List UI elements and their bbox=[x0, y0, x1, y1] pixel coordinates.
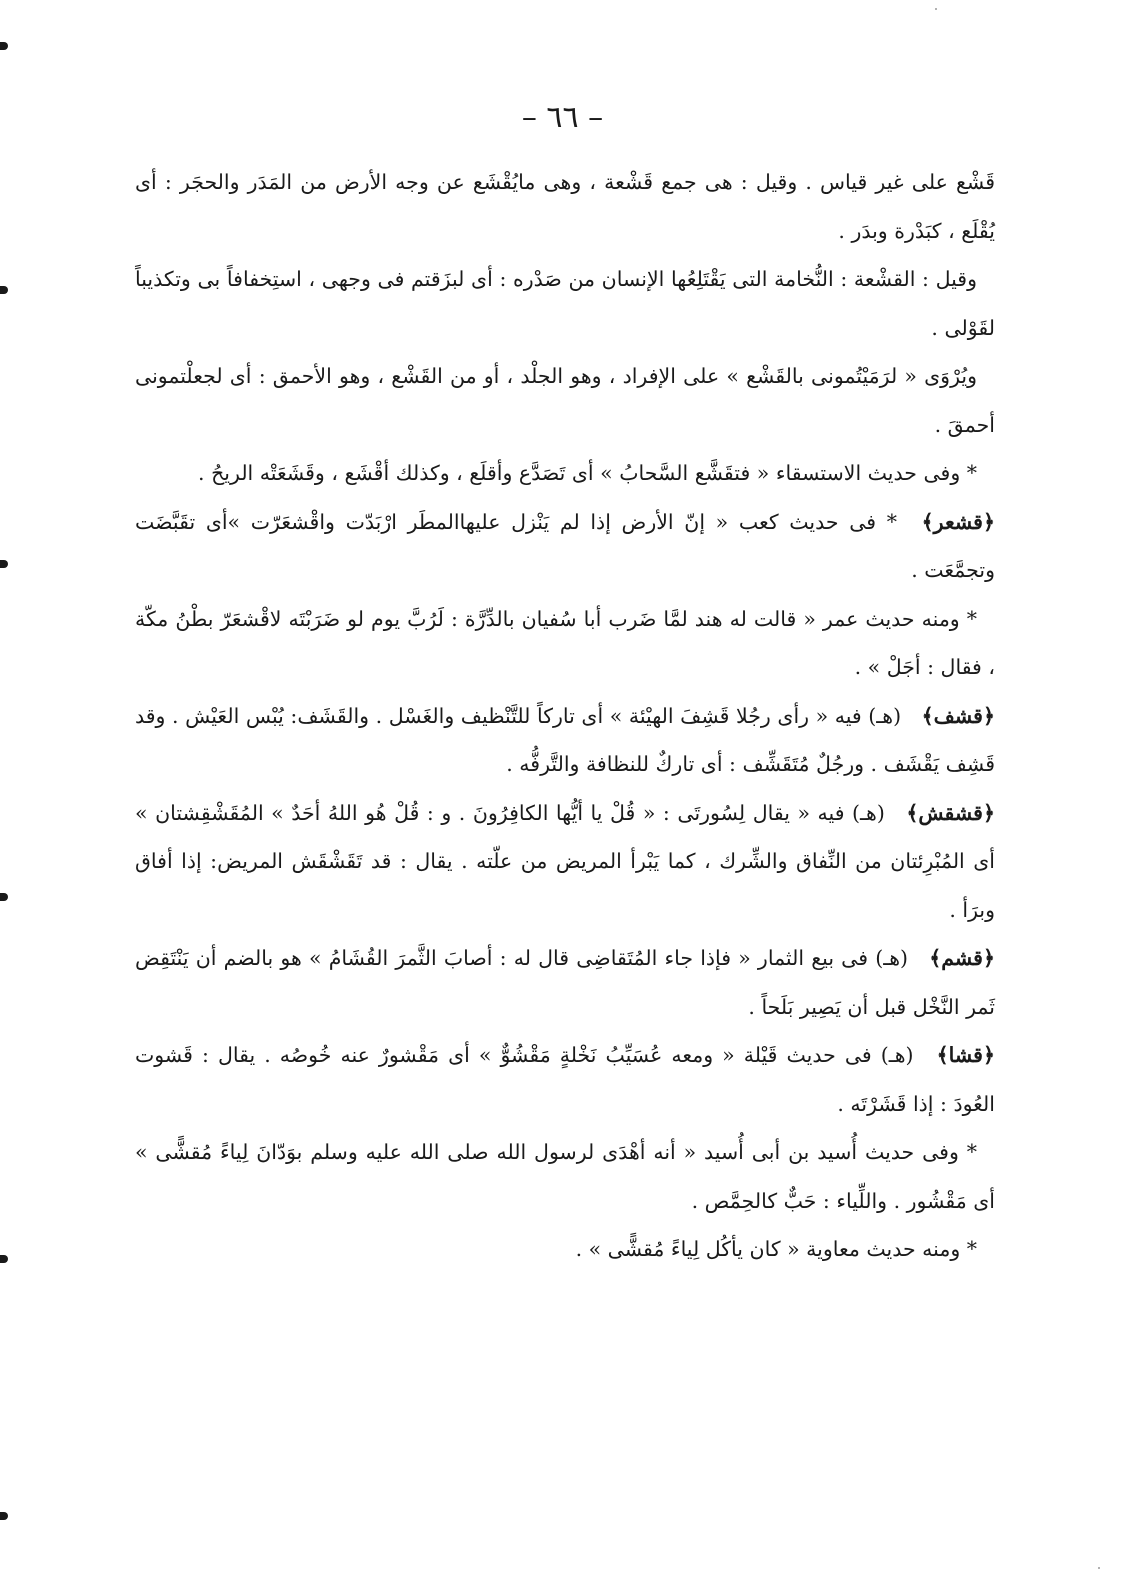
binding-mark bbox=[0, 1255, 8, 1263]
scan-speck bbox=[935, 8, 937, 10]
paragraph bbox=[135, 1225, 995, 1274]
binding-mark bbox=[0, 1512, 8, 1520]
paragraph bbox=[135, 352, 995, 449]
entry-text: (هـ) فى حديث قَيْلة « ومعه عُسَيِّبُ نَخْلةٍ مَقْشُوٌّ » أى مَقْشورٌ عنه خُوصُه . يقال : قَشوت العُودَ : إذا قَشَرْتَه . bbox=[135, 1043, 995, 1116]
paragraph bbox=[135, 255, 995, 352]
page-number: – ٦٦ – bbox=[521, 100, 604, 135]
entry bbox=[135, 789, 995, 935]
binding-mark bbox=[0, 286, 8, 294]
binding-mark bbox=[0, 560, 8, 568]
paragraph bbox=[135, 1128, 995, 1225]
entry-headword: ﴿ قشقش ﴾ bbox=[906, 801, 995, 825]
entry-text: (هـ) فى بيع الثمار « فإذا جاء المُتَقاضِى قال له : أصابَ الثَّمرَ القُشَامُ » هو بالضم أن يَنْتَقِض ثَمر النَّخْل قبل أن يَصِير بَلَحاً . bbox=[135, 946, 995, 1019]
scan-speck bbox=[1098, 1567, 1100, 1569]
paragraph-text: قَشْع على غير قياس . وقيل : هى جمع قَشْعة ، وهى مايُقْشَع عن وجه الأرض من المَدَر والحجَر : أى يُقْلَع ، كبَدْرة وبدَر . bbox=[135, 170, 995, 243]
paragraph-text: * وفى حديث أُسيد بن أبى أُسيد « أنه أهْدَى لرسول الله صلى الله عليه وسلم بوَدّانَ لِياءً مُقشًّى » أى مَقْشُور . واللِّياء : حَبٌّ كالحِمَّص . bbox=[135, 1140, 995, 1213]
paragraph bbox=[135, 449, 995, 498]
entry bbox=[135, 1031, 995, 1128]
entry bbox=[135, 498, 995, 595]
binding-mark bbox=[0, 893, 8, 901]
paragraph bbox=[135, 595, 995, 692]
paragraph-text: * ومنه حديث عمر « قالت له هند لمَّا ضَرب أبا سُفيان بالدِّرَّة : لَرُبَّ يوم لو ضَرَبْتَه لاقْشعَرّ بطْنُ مكّة ، فقال : أجَلْ » . bbox=[135, 606, 995, 679]
page-body bbox=[135, 158, 995, 1274]
entry-headword: ﴿ قشعر ﴾ bbox=[922, 510, 995, 534]
paragraph bbox=[135, 158, 995, 255]
entry bbox=[135, 692, 995, 789]
entry-text: (هـ) فيه « يقال لِسُورتَى : « قُلْ يا أيُّها الكافِرُونَ . و : قُلْ هُو اللهُ أحَدٌ » المُقَشْقِشتان » أى المُبْرِئتان من النِّفاق والشِّرك ، كما يَبْرأ المريض من علّته . يقال : قد تَقَشْقَش المريض: إذا أفاق وبرَأ . bbox=[135, 800, 995, 922]
binding-mark bbox=[0, 42, 8, 50]
paragraph-text: * ومنه حديث معاوية « كان يأكُل لِياءً مُقشًّى » . bbox=[575, 1237, 977, 1261]
entry bbox=[135, 934, 995, 1031]
entry-text: (هـ) فيه « رأى رجُلا قَشِفَ الهيْئة » أى تاركاً للتَّنْظيف والغَسْل . والقَشَف: يُبْس العَيْش . وقد قَشِف يَقْشَف . ورجُلٌ مُتَقَشِّف : أى تاركٌ للنظافة والتَّرفُّه . bbox=[135, 703, 995, 776]
paragraph-text: ويُرْوَى « لرَمَيْتُمونى بالقَشْع » على الإفراد ، وهو الجلْد ، أو من القَشْع ، وهو الأحمق : أى لجعلْتمونى أحمقَ . bbox=[135, 364, 995, 437]
entry-headword: ﴿ قشا ﴾ bbox=[937, 1043, 995, 1067]
paragraph-text: * وفى حديث الاستسقاء « فتقَشَّع السَّحابُ » أى تَصَدَّع وأقلَع ، وكذلك أقْشَع ، وقَشَعَتْه الريحُ . bbox=[198, 461, 977, 485]
paragraph-text: وقيل : القشْعة : النُّخامة التى يَقْتَلِعُها الإنسان من صَدْره : أى لبزَقتم فى وجهى ، استِخفافاً بى وتكذيباً لقَوْلى . bbox=[135, 267, 995, 340]
entry-text: * فى حديث كعب « إنّ الأرض إذا لم يَنْزل عليهاالمطَر ارْبَدّت واقْشعَرّت »أى تقَبَّضَت وتجمَّعَت . bbox=[135, 509, 995, 582]
entry-headword: ﴿ قشف ﴾ bbox=[922, 704, 995, 728]
entry-headword: ﴿ قشم ﴾ bbox=[929, 946, 995, 970]
